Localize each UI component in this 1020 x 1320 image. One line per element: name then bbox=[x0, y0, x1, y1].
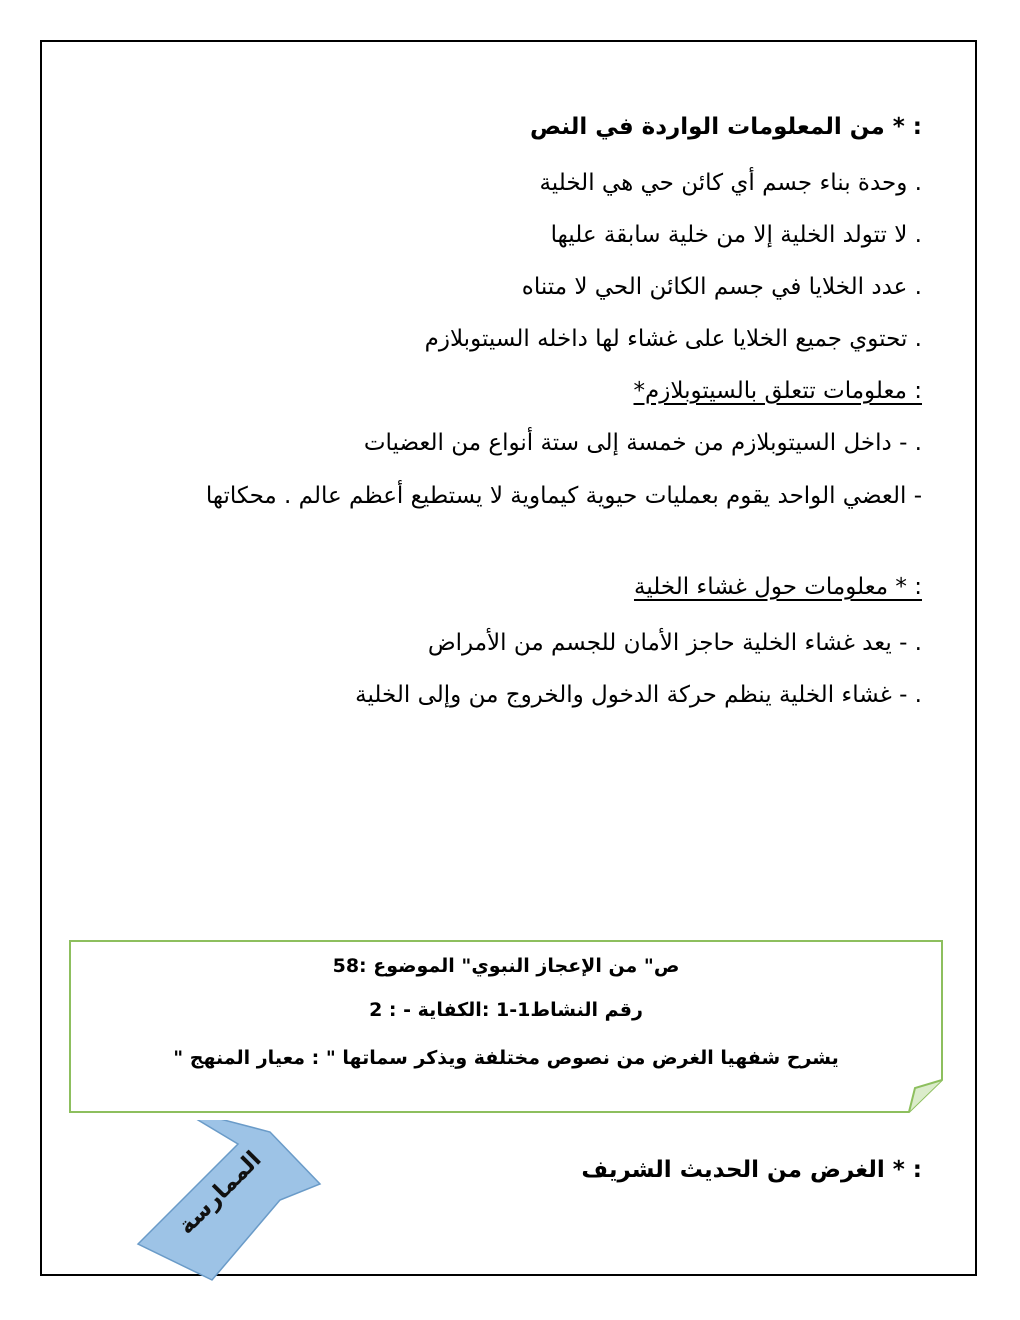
curriculum-standard-line: " يشرح شفهيا الغرض من نصوص مختلفة ويذكر سماتها " : معيار المنهج bbox=[173, 1047, 839, 1069]
list-item: . عدد الخلايا في جسم الكائن الحي لا متناه bbox=[521, 274, 922, 300]
practice-arrow-badge bbox=[130, 1120, 330, 1290]
topic-line: 58: ص" من الإعجاز النبوي" الموضوع bbox=[332, 955, 680, 977]
list-item: - العضي الواحد يقوم بعمليات حيوية كيماوية لا يستطيع أعظم عالم . محكاتها bbox=[205, 483, 922, 509]
info-card bbox=[69, 940, 943, 1113]
list-item: . - داخل السيتوبلازم من خمسة إلى ستة أنواع من العضيات bbox=[363, 430, 922, 456]
list-item: . - يعد غشاء الخلية حاجز الأمان للجسم من الأمراض bbox=[427, 630, 922, 656]
list-item: . - غشاء الخلية ينظم حركة الدخول والخروج من وإلى الخلية bbox=[355, 682, 922, 708]
section-heading-cell-membrane: : * معلومات حول غشاء الخلية bbox=[633, 574, 922, 600]
section-heading-cytoplasm: : معلومات تتعلق بالسيتوبلازم* bbox=[633, 378, 922, 404]
practice-badge-label: الممارسة bbox=[173, 1146, 267, 1240]
section-heading-hadith-purpose: : * الغرض من الحديث الشريف bbox=[581, 1157, 922, 1183]
list-item: . وحدة بناء جسم أي كائن حي هي الخلية bbox=[539, 170, 922, 196]
competency-line: 2 : - رقم النشاط1-1 :الكفاية bbox=[369, 999, 643, 1021]
list-item: . لا تتولد الخلية إلا من خلية سابقة عليها bbox=[550, 222, 922, 248]
section-heading-text-info: : * من المعلومات الواردة في النص bbox=[530, 114, 922, 140]
list-item: . تحتوي جميع الخلايا على غشاء لها داخله السيتوبلازم bbox=[424, 326, 922, 352]
